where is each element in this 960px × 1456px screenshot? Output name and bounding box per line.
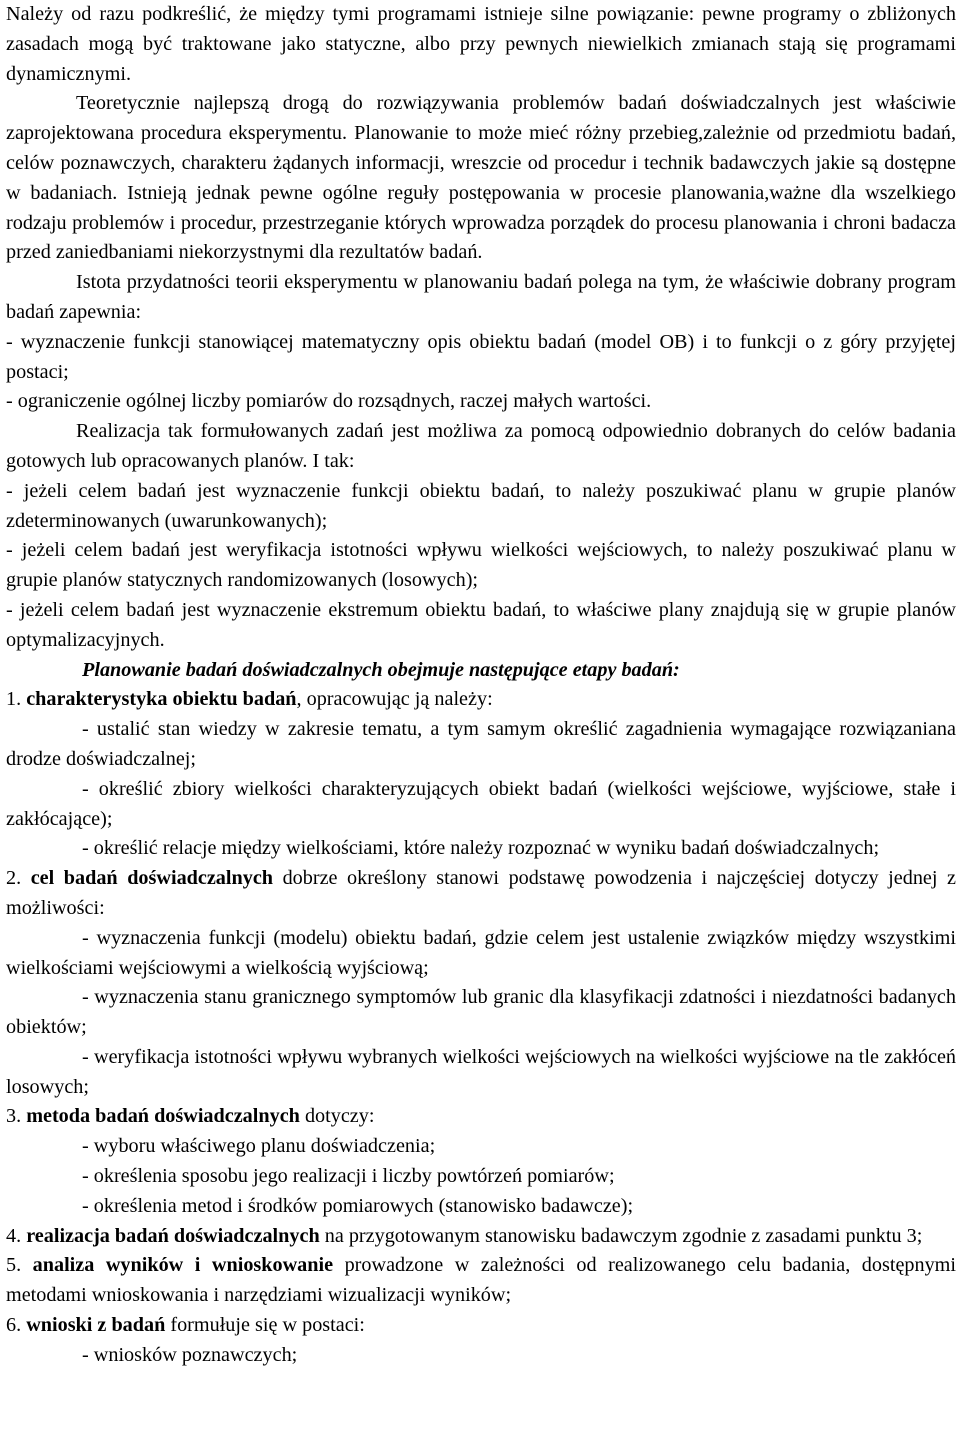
- stage-number: 3.: [6, 1105, 22, 1128]
- dash-item-optimization-plans: - jeżeli celem badań jest wyznaczenie ekstremum obiektu badań, to właściwe plany znajdują się w grupie planów optymalizacyjnych.: [6, 598, 956, 651]
- stage-item: [6, 1311, 956, 1341]
- stage-item: [6, 685, 956, 715]
- stage-text: na przygotowanym stanowisku badawczym zgodnie z zasadami punktu 3;: [319, 1224, 923, 1247]
- stage-number: 2.: [6, 867, 22, 890]
- stage-number: 5.: [6, 1254, 22, 1277]
- stage-number: 6.: [6, 1314, 22, 1337]
- stage-text: dotyczy:: [299, 1105, 375, 1128]
- stage-sub-item: - wyznaczenia stanu granicznego symptomów lub granic dla klasyfikacji zdatności i niezdatności badanych obiektów;: [6, 986, 956, 1039]
- stage-title: charakterystyka obiektu badań: [26, 688, 297, 711]
- stage-sub-item: - określenia metod i środków pomiarowych (stanowisko badawcze);: [82, 1194, 634, 1217]
- stage-item: [6, 864, 956, 924]
- stage-number: 4.: [6, 1224, 22, 1247]
- stage-title: analiza wyników i wnioskowanie: [32, 1254, 334, 1277]
- stage-text: prowadzone w zależności od realizowanego celu badania, dostępnymi metodami wnioskowania i narzędziami wizualizacji wyników;: [6, 1254, 956, 1307]
- stage-text: dobrze określony stanowi podstawę powodzenia i najczęściej dotyczy jednej z możliwości:: [6, 867, 957, 919]
- stage-text: , opracowując ją należy:: [296, 688, 493, 711]
- paragraph-program-relations: Należy od razu podkreślić, że między tymi programami istnieje silne powiązanie: pewne programy o zbliżonych zasadach mogą być traktowane jako statyczne, albo przy pewnych niewielkich zmianach stają się programami dynamicznymi.: [6, 3, 956, 85]
- stage-title: wnioski z badań: [26, 1314, 166, 1337]
- stage-item: [6, 1222, 956, 1252]
- stage-number: 1.: [6, 688, 22, 711]
- stage-sub-item: - weryfikacja istotności wpływu wybranych wielkości wejściowych na wielkości wyjściowe na tle zakłóceń losowych;: [6, 1045, 956, 1098]
- section-heading: Planowanie badań doświadczalnych obejmuje następujące etapy badań:: [82, 658, 680, 681]
- stage-title: cel badań doświadczalnych: [30, 867, 274, 890]
- paragraph-theory-usefulness: Istota przydatności teorii eksperymentu w planowaniu badań polega na tym, że właściwie dobrany program badań zapewnia:: [6, 271, 956, 323]
- stage-sub-item: - ustalić stan wiedzy w zakresie tematu, a tym samym określić zagadnienia wymagające rozwiązaniana drodze doświadczalnej;: [6, 718, 956, 770]
- stage-sub-item: - wyboru właściwego planu doświadczenia;: [82, 1135, 436, 1158]
- dash-item-measurement-limit: - ograniczenie ogólnej liczby pomiarów do rozsądnych, raczej małych wartości.: [6, 390, 652, 413]
- stage-title: realizacja badań doświadczalnych: [26, 1224, 320, 1247]
- paragraph-experiment-procedure: Teoretycznie najlepszą drogą do rozwiązywania problemów badań doświadczalnych jest właściwie zaprojektowana procedura eksperymentu. Planowanie to może mieć różny przebieg,zależnie od przedmiotu badań, celów poznawczych, charakteru żądanych informacji, wreszcie od procedur i technik badawczych jakie są dostępne w badaniach. Istnieją jednak pewne ogólne reguły postępowania w procesie planowania,ważne dla wszelkiego rodzaju problemów i procedur, przestrzeganie których wprowadza porządek do procesu planowania i chroni badacza przed zaniedbaniami niekorzystnymi dla rezultatów badań.: [6, 92, 956, 264]
- stage-sub-item: - określenia sposobu jego realizacji i liczby powtórzeń pomiarów;: [82, 1165, 615, 1188]
- stage-sub-item: - określić relacje między wielkościami, które należy rozpoznać w wyniku badań doświadczalnych;: [82, 837, 880, 860]
- stage-item: [6, 1102, 956, 1132]
- stage-title: metoda badań doświadczalnych: [26, 1105, 300, 1128]
- dash-item-determined-plans: - jeżeli celem badań jest wyznaczenie funkcji obiektu badań, to należy poszukiwać planu w grupie planów zdeterminowanych (uwarunkowanych);: [6, 479, 956, 532]
- stage-sub-item: - wniosków poznawczych;: [82, 1343, 298, 1366]
- stage-sub-item: - wyznaczenia funkcji (modelu) obiektu badań, gdzie celem jest ustalenie związków między wszystkimi wielkościami wejściowymi a wielkością wyjściową;: [6, 926, 956, 979]
- paragraph-task-realization: Realizacja tak formułowanych zadań jest możliwa za pomocą odpowiednio dobranych do celów badania gotowych lub opracowanych planów. I tak:: [6, 420, 956, 472]
- dash-item-randomized-plans: - jeżeli celem badań jest weryfikacja istotności wpływu wielkości wejściowych, to należy poszukiwać planu w grupie planów statycznych randomizowanych (losowych);: [6, 539, 956, 592]
- stage-text: formułuje się w postaci:: [165, 1314, 365, 1337]
- stage-sub-item: - określić zbiory wielkości charakteryzujących obiekt badań (wielkości wejściowe, wyjściowe, stałe i zakłócające);: [6, 777, 956, 830]
- dash-item-model-function: - wyznaczenie funkcji stanowiącej matematyczny opis obiektu badań (model OB) i to funkcji o z góry przyjętej postaci;: [6, 330, 956, 383]
- stage-item: [6, 1251, 956, 1311]
